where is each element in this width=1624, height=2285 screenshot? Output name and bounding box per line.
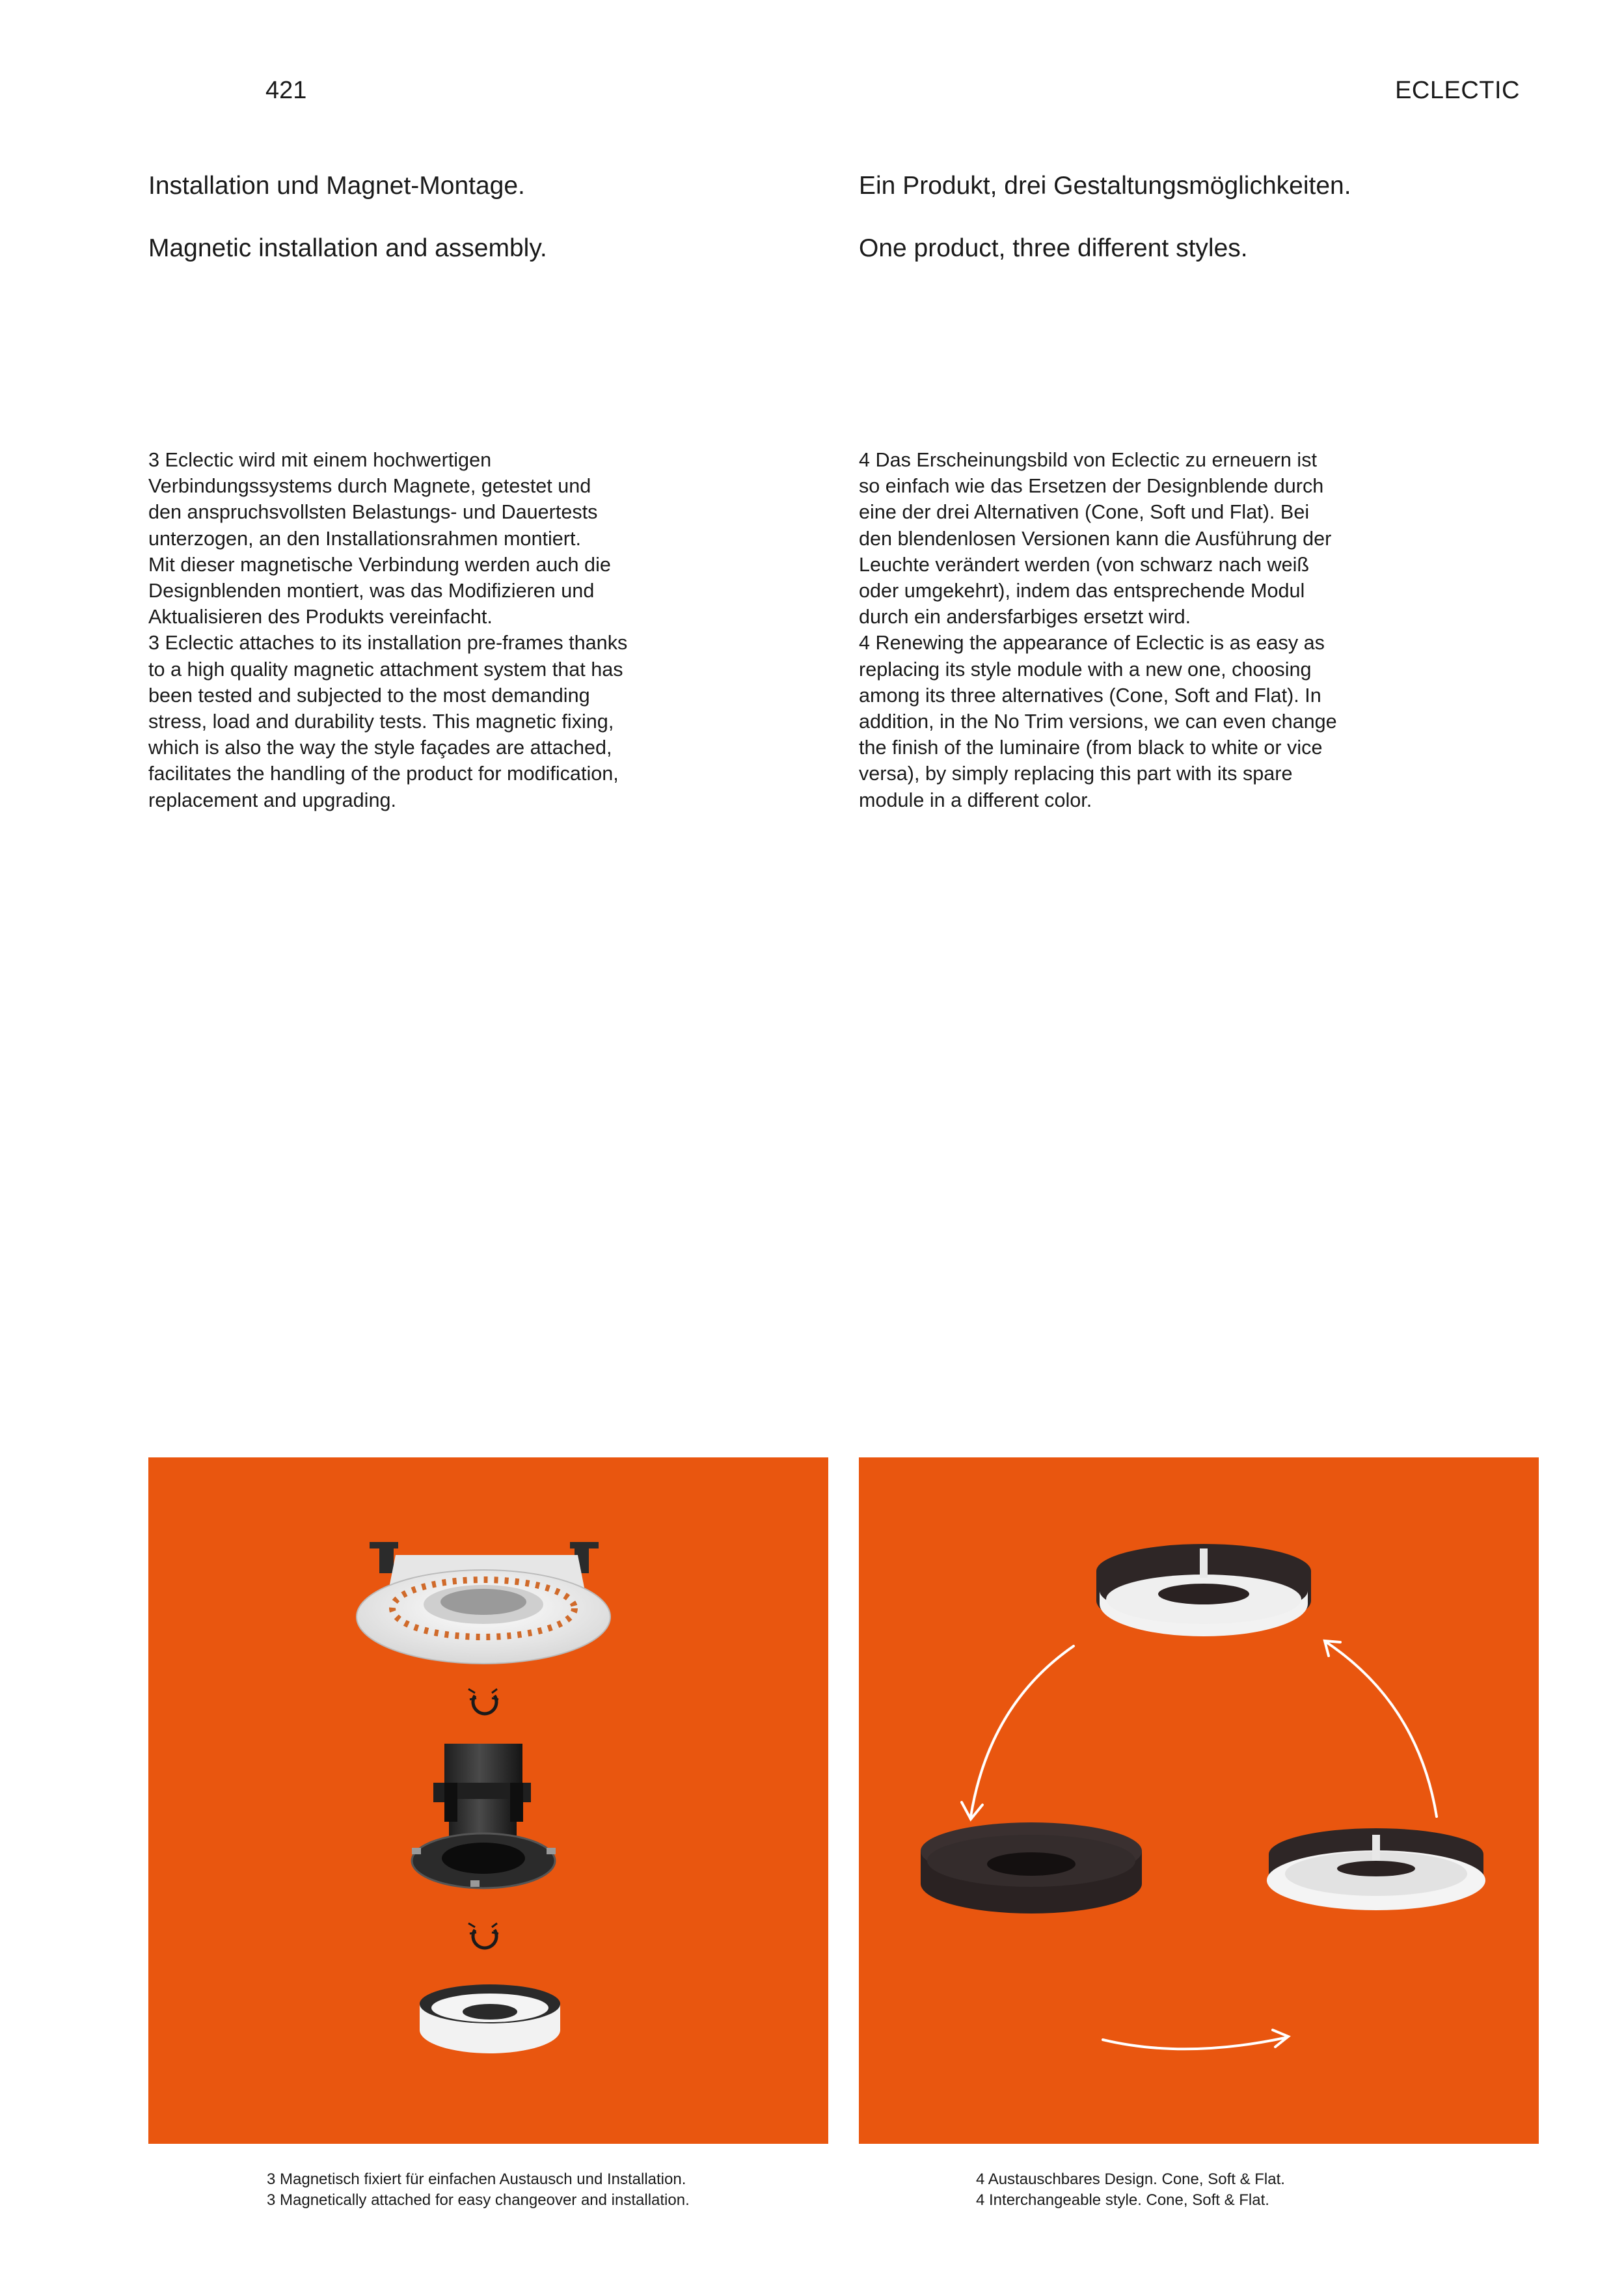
cycle-arrow-icon [962, 1646, 1074, 1819]
magnet-icon [468, 1689, 498, 1714]
magnetic-assembly-image [148, 1457, 828, 2144]
magnetic-assembly-illustration [148, 1457, 828, 2144]
text-line: facilitates the handling of the product for modification, [148, 763, 619, 785]
text-line: Verbindungssystems durch Magnete, getestet und [148, 475, 591, 498]
cone-module [1096, 1544, 1311, 1636]
text-line: been tested and subjected to the most demanding [148, 684, 590, 707]
brand-title: ECLECTIC [1395, 77, 1520, 104]
text-line: Designblenden montiert, was das Modifizieren und [148, 580, 595, 602]
text-line: 4 Renewing the appearance of Eclectic is as easy as [859, 632, 1325, 655]
text-line: which is also the way the style façades are attached, [148, 737, 612, 759]
text-line: oder umgekehrt), indem das entsprechende Modul [859, 580, 1305, 602]
text-line: module in a different color. [859, 789, 1092, 811]
page-number: 421 [265, 77, 307, 104]
caption-de: 3 Magnetisch fixiert für einfachen Austausch und Installation. [267, 2170, 686, 2188]
text-line: 3 Eclectic wird mit einem hochwertigen [148, 449, 492, 471]
soft-module [1267, 1828, 1485, 1910]
text-line: versa), by simply replacing this part with its spare [859, 763, 1293, 785]
text-line: replacing its style module with a new one, choosing [859, 658, 1312, 681]
text-line: replacement and upgrading. [148, 789, 396, 811]
text-line: eine der drei Alternativen (Cone, Soft und Flat). Bei [859, 501, 1310, 524]
style-trim-ring [420, 1984, 560, 2053]
text-line: 3 Eclectic attaches to its installation pre-frames thanks [148, 632, 628, 655]
text-line: addition, in the No Trim versions, we can even change [859, 710, 1337, 733]
flat-module [921, 1822, 1142, 1913]
left-heading-en: Magnetic installation and assembly. [148, 234, 547, 262]
text-line: so einfach wie das Ersetzen der Designblende durch [859, 475, 1324, 498]
text-line: den blendenlosen Versionen kann die Ausführung der [859, 527, 1332, 550]
text-line: den anspruchsvollsten Belastungs- und Dauertests [148, 501, 598, 524]
caption-de: 4 Austauschbares Design. Cone, Soft & Flat. [976, 2170, 1285, 2188]
text-line: to a high quality magnetic attachment system that has [148, 658, 623, 681]
luminaire-body [412, 1744, 556, 1888]
right-heading-en: One product, three different styles. [859, 234, 1248, 262]
text-line: among its three alternatives (Cone, Soft and Flat). In [859, 684, 1321, 707]
right-caption [976, 2169, 1285, 2211]
text-line: Mit dieser magnetische Verbindung werden auch die [148, 553, 611, 576]
text-line: Leuchte verändert werden (von schwarz nach weiß [859, 553, 1310, 576]
caption-en: 4 Interchangeable style. Cone, Soft & Flat. [976, 2191, 1269, 2209]
left-caption [267, 2169, 690, 2211]
interchangeable-styles-image [859, 1457, 1539, 2144]
text-line: Aktualisieren des Produkts vereinfacht. [148, 606, 493, 629]
installation-frame [357, 1542, 610, 1664]
left-body-text [148, 447, 721, 813]
interchangeable-styles-illustration [859, 1457, 1539, 2144]
text-line: stress, load and durability tests. This magnetic fixing, [148, 710, 614, 733]
cycle-arrow-icon [1103, 2030, 1288, 2049]
text-line: unterzogen, an den Installationsrahmen montiert. [148, 527, 581, 550]
magnet-icon [468, 1923, 498, 1948]
caption-en: 3 Magnetically attached for easy changeover and installation. [267, 2191, 690, 2209]
text-line: the finish of the luminaire (from black to white or vice [859, 737, 1323, 759]
right-body-text [859, 447, 1431, 813]
left-heading-de: Installation und Magnet-Montage. [148, 172, 525, 200]
text-line: durch ein andersfarbiges ersetzt wird. [859, 606, 1191, 629]
text-line: 4 Das Erscheinungsbild von Eclectic zu erneuern ist [859, 449, 1318, 471]
right-heading-de: Ein Produkt, drei Gestaltungsmöglichkeiten. [859, 172, 1351, 200]
cycle-arrow-icon [1325, 1641, 1437, 1817]
